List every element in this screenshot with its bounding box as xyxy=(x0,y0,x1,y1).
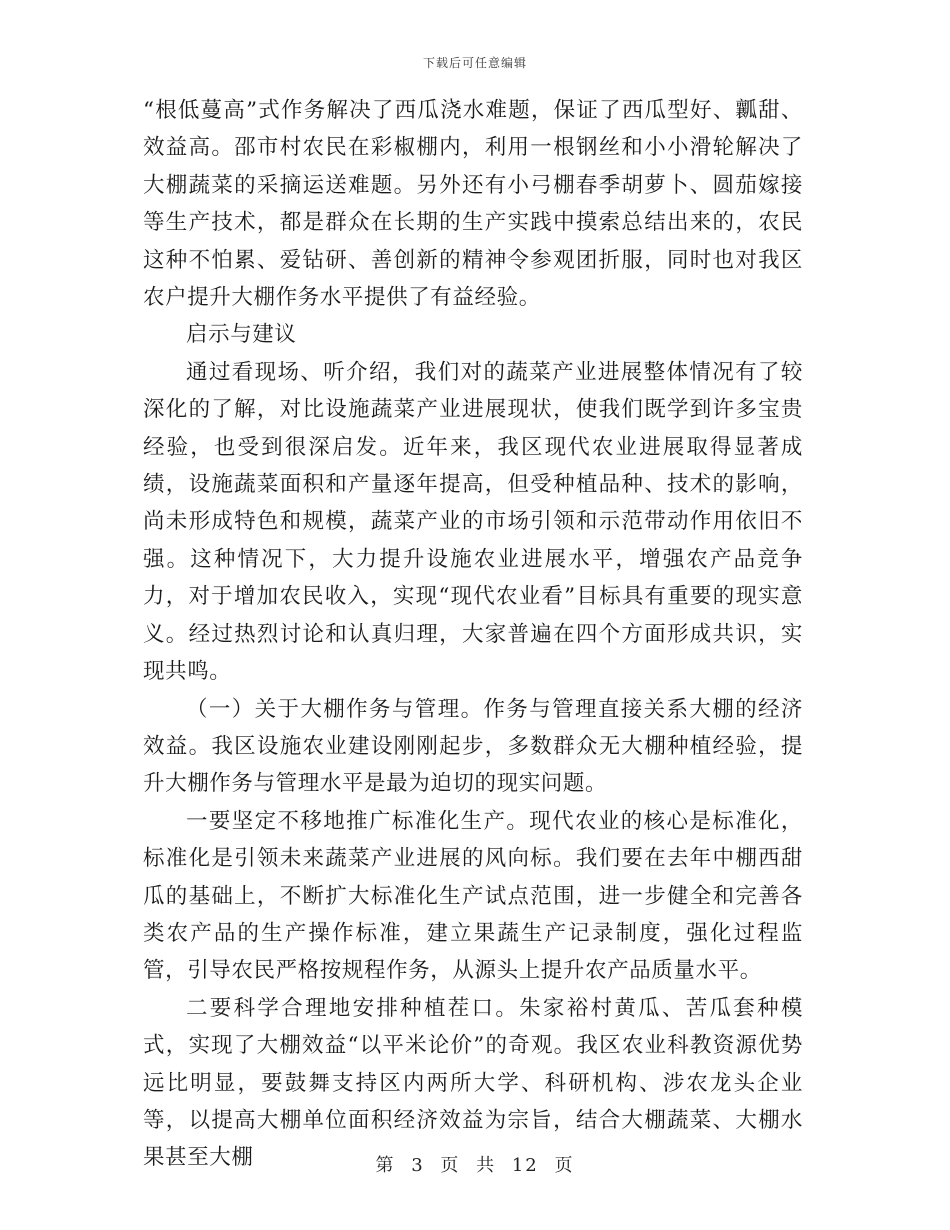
paragraph: 一要坚定不移地推广标准化生产。现代农业的核心是标准化，标准化是引领未来蔬菜产业进展的风向标。我们要在去年中棚西甜瓜的基础上，不断扩大标准化生产试点范围，进一步健全和完善各类农产品的生产操作标准，建立果蔬生产记录制度，强化过程监管，引导农民严格按规程作务，从源头上提升农产品质量水平。 xyxy=(143,808,803,984)
page-header: 下载后可任意编辑 xyxy=(422,56,527,70)
paragraph: 二要科学合理地安排种植茬口。朱家裕村黄瓜、苦瓜套种模式，实现了大棚效益“以平米论价”的奇观。我区农业科教资源优势远比明显，要鼓舞支持区内两所大学、科研机构、涉农龙头企业等，以提高大棚单位面积经济效益为宗旨，结合大棚蔬菜、大棚水果甚至大棚 xyxy=(143,995,803,1171)
paragraph-continuation: “根低蔓高”式作务解决了西瓜浇水难题，保证了西瓜型好、瓤甜、效益高。邵市村农民在彩椒棚内，利用一根钢丝和小小滑轮解决了大棚蔬菜的采摘运送难题。另外还有小弓棚春季胡萝卜、圆茄嫁接等生产技术，都是群众在长期的生产实践中摸索总结出来的，农民这种不怕累、爱钻研、善创新的精神令参观团折服，同时也对我区农户提升大棚作务水平提供了有益经验。 xyxy=(143,98,803,311)
document-body xyxy=(143,92,803,1177)
section-heading: 启示与建议 xyxy=(186,322,297,348)
paragraph: （一）关于大棚作务与管理。作务与管理直接关系大棚的经济效益。我区设施农业建设刚刚起步，多数群众无大棚种植经验，提升大棚作务与管理水平是最为迫切的现实问题。 xyxy=(143,696,803,797)
paragraph: 通过看现场、听介绍，我们对的蔬菜产业进展整体情况有了较深化的了解，对比设施蔬菜产业进展现状，使我们既学到许多宝贵经验，也受到很深启发。近年来，我区现代农业进展取得显著成绩，设施蔬菜面积和产量逐年提高，但受种植品种、技术的影响，尚未形成特色和规模，蔬菜产业的市场引领和示范带动作用依旧不强。这种情况下，大力提升设施农业进展水平，增强农产品竞争力，对于增加农民收入，实现“现代农业看”目标具有重要的现实意义。经过热烈讨论和认真归理，大家普遍在四个方面形成共识，实现共鸣。 xyxy=(143,359,803,685)
page-number-footer: 第 3 页 共 12 页 xyxy=(375,1155,575,1176)
